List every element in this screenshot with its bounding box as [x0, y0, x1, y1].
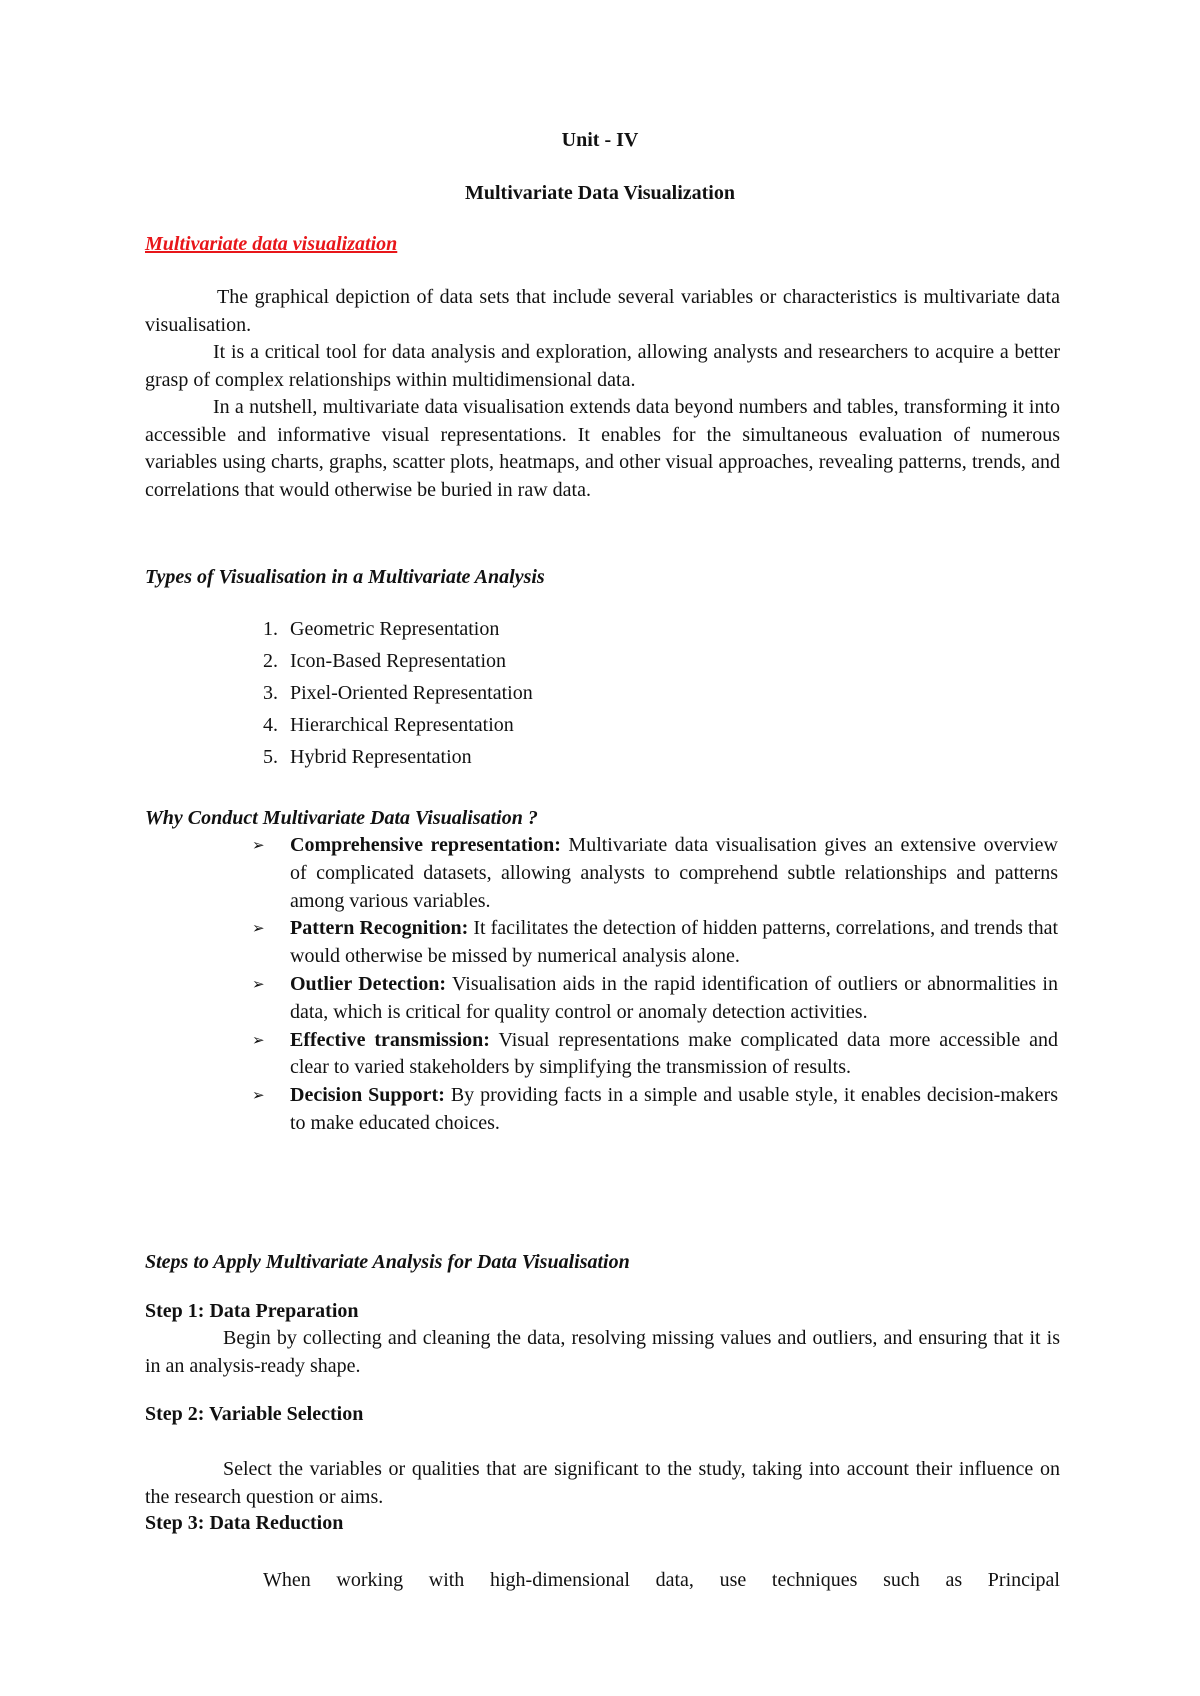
list-item — [250, 709, 533, 741]
step-2-text: Select the variables or qualities that are significant to the study, taking into account their influence on the research question or aims. — [145, 1458, 1060, 1508]
intro-body — [145, 284, 1060, 504]
list-number: 4. — [263, 714, 278, 736]
bullet-text: By providing facts in a simple and usable style, it enables decision-makers to make educated choices. — [290, 1084, 1058, 1134]
arrow-bullet-icon: ➢ — [252, 1086, 265, 1105]
steps-heading: Steps to Apply Multivariate Analysis for Data Visualisation — [145, 1251, 630, 1273]
why-list — [252, 832, 1058, 1138]
list-item — [252, 971, 1058, 1027]
bullet-text: Multivariate data visualisation gives an extensive overview of complicated datasets, allowing analysts to comprehend subtle relationships and patterns among various variables. — [290, 834, 1058, 912]
list-item — [252, 915, 1058, 971]
list-number: 2. — [263, 650, 278, 672]
list-item — [250, 741, 533, 773]
step-3-text: When working with high-dimensional data, use techniques such as Principal — [263, 1569, 1060, 1591]
list-text: Hierarchical Representation — [290, 714, 514, 736]
list-text: Pixel-Oriented Representation — [290, 682, 533, 704]
list-number: 5. — [263, 746, 278, 768]
list-text: Hybrid Representation — [290, 746, 472, 768]
list-item — [250, 645, 533, 677]
list-item — [250, 613, 533, 645]
step-2-title: Step 2: Variable Selection — [145, 1403, 364, 1425]
intro-paragraph-2: It is a critical tool for data analysis and exploration, allowing analysts and researchers to acquire a better grasp of complex relationships within multidimensional data. — [145, 341, 1060, 391]
step-1-text: Begin by collecting and cleaning the data, resolving missing values and outliers, and ensuring that it is in an analysis-ready shape. — [145, 1327, 1060, 1377]
bullet-term: Decision Support: — [290, 1084, 445, 1107]
bullet-term: Effective transmission: — [290, 1028, 490, 1051]
list-item — [252, 1082, 1058, 1138]
step-2-body — [145, 1456, 1060, 1511]
list-item — [252, 832, 1058, 915]
list-text: Geometric Representation — [290, 618, 500, 640]
arrow-bullet-icon: ➢ — [252, 836, 265, 854]
bullet-term: Comprehensive representation: — [290, 834, 561, 856]
step-3-title: Step 3: Data Reduction — [145, 1512, 344, 1534]
intro-paragraph-1: The graphical depiction of data sets that include several variables or characteristics is multivariate data visualisation. — [145, 286, 1060, 336]
bullet-text: Visualisation aids in the rapid identification of outliers or abnormalities in data, which is critical for quality control or anomaly detection activities. — [290, 972, 1058, 1023]
types-heading: Types of Visualisation in a Multivariate Analysis — [145, 566, 545, 588]
arrow-bullet-icon: ➢ — [252, 1030, 265, 1049]
why-heading: Why Conduct Multivariate Data Visualisation ? — [145, 807, 538, 829]
list-item — [252, 1027, 1058, 1083]
bullet-text: Visual representations make complicated data more accessible and clear to varied stakeholders by simplifying the transmission of results. — [290, 1028, 1059, 1079]
step-1-title: Step 1: Data Preparation — [145, 1300, 359, 1322]
types-list — [250, 613, 533, 773]
intro-paragraph-3: In a nutshell, multivariate data visualisation extends data beyond numbers and tables, transforming it into accessible and informative visual representations. It enables for the simultaneous evaluation of numerous variables using charts, graphs, scatter plots, heatmaps, and other visual approaches, revealing patterns, trends, and correlations that would otherwise be buried in raw data. — [145, 396, 1060, 501]
list-number: 1. — [263, 618, 278, 640]
step-1-body — [145, 1325, 1060, 1380]
intro-heading: Multivariate data visualization — [145, 233, 398, 255]
list-text: Icon-Based Representation — [290, 650, 507, 672]
list-number: 3. — [263, 682, 278, 704]
bullet-term: Outlier Detection: — [290, 972, 446, 995]
unit-label: Unit - IV — [561, 129, 639, 151]
arrow-bullet-icon: ➢ — [252, 919, 265, 938]
bullet-text: It facilitates the detection of hidden patterns, correlations, and trends that would otherwise be missed by numerical analysis alone. — [290, 917, 1058, 968]
list-item — [250, 677, 533, 709]
arrow-bullet-icon: ➢ — [252, 974, 265, 993]
bullet-term: Pattern Recognition: — [290, 917, 469, 940]
page-title: Multivariate Data Visualization — [465, 182, 735, 204]
step-3-body — [145, 1567, 1060, 1595]
